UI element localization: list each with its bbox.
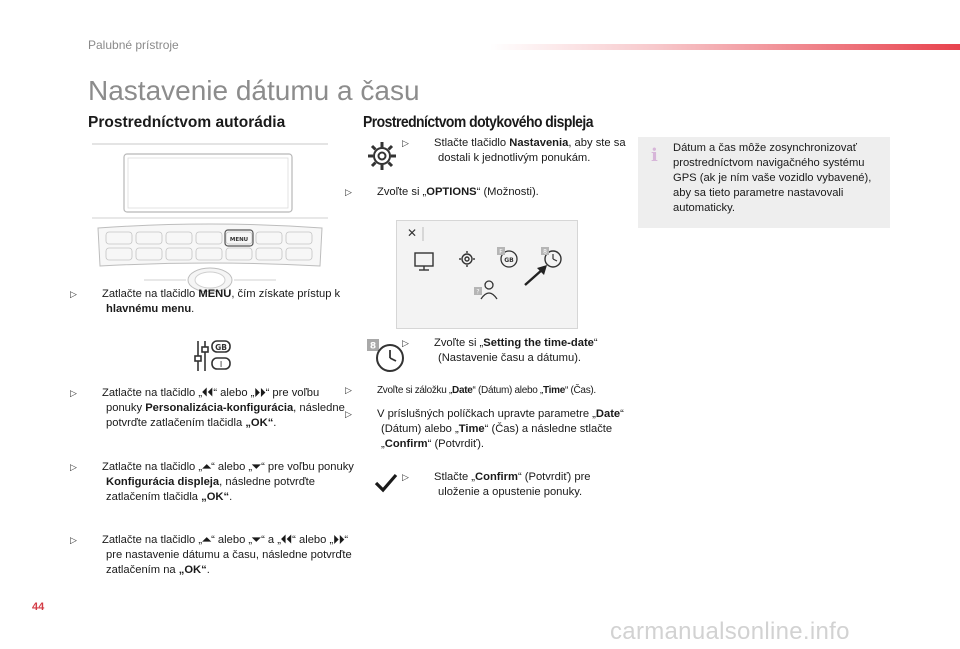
language-icon <box>497 247 517 267</box>
radio-step-datetime: ▷ Zatlačte na tlačidlo „⏶“ alebo „⏷“ a „⏴⏴“ alebo „⏵⏵“ pre nastavenie dátumu a času, následne potvrďte zatlačením na „OK“. <box>70 534 352 576</box>
running-header: Palubné prístroje <box>88 38 179 52</box>
svg-text:8: 8 <box>369 341 377 352</box>
down-arrow-icon: ⏷ <box>252 534 262 546</box>
bullet-icon: ▷ <box>402 138 409 148</box>
info-icon: i <box>651 145 658 166</box>
bullet-icon: ▷ <box>70 535 77 545</box>
bullet-icon: ▷ <box>70 289 77 299</box>
profile-icon <box>474 281 497 299</box>
touch-step-adjust: ▷ V príslušných políčkach upravte parametre „Date“ (Dátum) alebo „Time“ (Čas) a následne stlačte „Confirm“ (Potvrdiť). <box>345 408 624 450</box>
svg-text:GB: GB <box>215 343 227 352</box>
header-accent-bar <box>490 44 960 50</box>
radio-step-display: ▷ Zatlačte na tlačidlo „⏶“ alebo „⏷“ pre voľbu ponuky Konfigurácia displeja, následne potvrďte zatlačením tlačidla „OK“. <box>70 461 354 503</box>
datetime-clock-icon <box>366 338 406 374</box>
settings-gear-icon <box>366 140 398 172</box>
section-heading-radio: Prostredníctvom autorádia <box>88 114 286 131</box>
page-title: Nastavenie dátumu a času <box>88 75 420 106</box>
personalization-settings-icon <box>193 338 237 374</box>
options-screen-illustration <box>396 220 578 329</box>
svg-text:GB: GB <box>504 257 514 264</box>
page-number: 44 <box>32 601 45 613</box>
bullet-icon: ▷ <box>70 462 77 472</box>
confirm-checkmark-icon <box>374 473 398 493</box>
bullet-icon: ▷ <box>402 338 409 348</box>
gear-option-icon <box>459 251 475 267</box>
close-icon: ✕ <box>407 226 418 240</box>
radio-step-personalization: ▷ Zatlačte na tlačidlo „⏴⏴“ alebo „⏵⏵“ pre voľbu ponuky Personalizácia-konfigurácia, následne potvrďte zatlačením tlačidla „OK“. <box>70 387 345 429</box>
down-arrow-icon: ⏷ <box>252 461 262 473</box>
radio-unit-illustration <box>88 140 332 292</box>
info-text: Dátum a čas môže zosynchronizovať prostredníctvom navigačného systému GPS (ak je ním vaše vozidlo vybavené), aby sa tieto parametre nastavovali automaticky. <box>673 142 872 214</box>
touch-step-tab: ▷ Zvoľte si záložku „Date“ (Dátum) alebo „Time“ (Čas). <box>345 385 596 396</box>
svg-text:8: 8 <box>543 248 547 256</box>
radio-menu-button-label: MENU <box>229 237 249 243</box>
left-arrows-icon: ⏴⏴ <box>202 387 214 399</box>
touch-step-confirm: ▷ Stlačte „Confirm“ (Potvrdiť) pre uloženie a opustenie ponuky. <box>402 471 591 498</box>
svg-text:F: F <box>499 248 503 256</box>
bullet-icon: ▷ <box>345 409 352 419</box>
right-arrows-icon: ⏵⏵ <box>254 387 266 399</box>
svg-text:I: I <box>219 360 223 369</box>
up-arrow-icon: ⏶ <box>202 534 212 546</box>
touch-step-settings: ▷ Stlačte tlačidlo Nastavenia, aby ste sa dostali k jednotlivým ponukám. <box>402 137 626 164</box>
watermark: carmanualsonline.info <box>610 618 850 645</box>
touch-step-setting-time-date: ▷ Zvoľte si „Setting the time-date“ (Nastavenie času a dátumu). <box>402 337 598 364</box>
radio-step-menu: ▷ Zatlačte na tlačidlo MENU, čím získate prístup k hlavnému menu. <box>70 288 341 315</box>
svg-text:?: ? <box>476 288 480 296</box>
right-arrows-icon: ⏵⏵ <box>333 534 345 546</box>
bullet-icon: ▷ <box>70 388 77 398</box>
touch-step-options: ▷ Zvoľte si „OPTIONS“ (Možnosti). <box>345 186 539 198</box>
pointing-arrow-icon <box>525 265 547 285</box>
bullet-icon: ▷ <box>402 472 409 482</box>
clock-icon <box>541 247 561 267</box>
up-arrow-icon: ⏶ <box>202 461 212 473</box>
bullet-icon: ▷ <box>345 187 352 197</box>
left-arrows-icon: ⏴⏴ <box>280 534 293 546</box>
bullet-icon: ▷ <box>345 385 352 395</box>
section-heading-touchscreen: Prostredníctvom dotykového displeja <box>363 114 593 131</box>
screen-icon <box>415 253 433 270</box>
